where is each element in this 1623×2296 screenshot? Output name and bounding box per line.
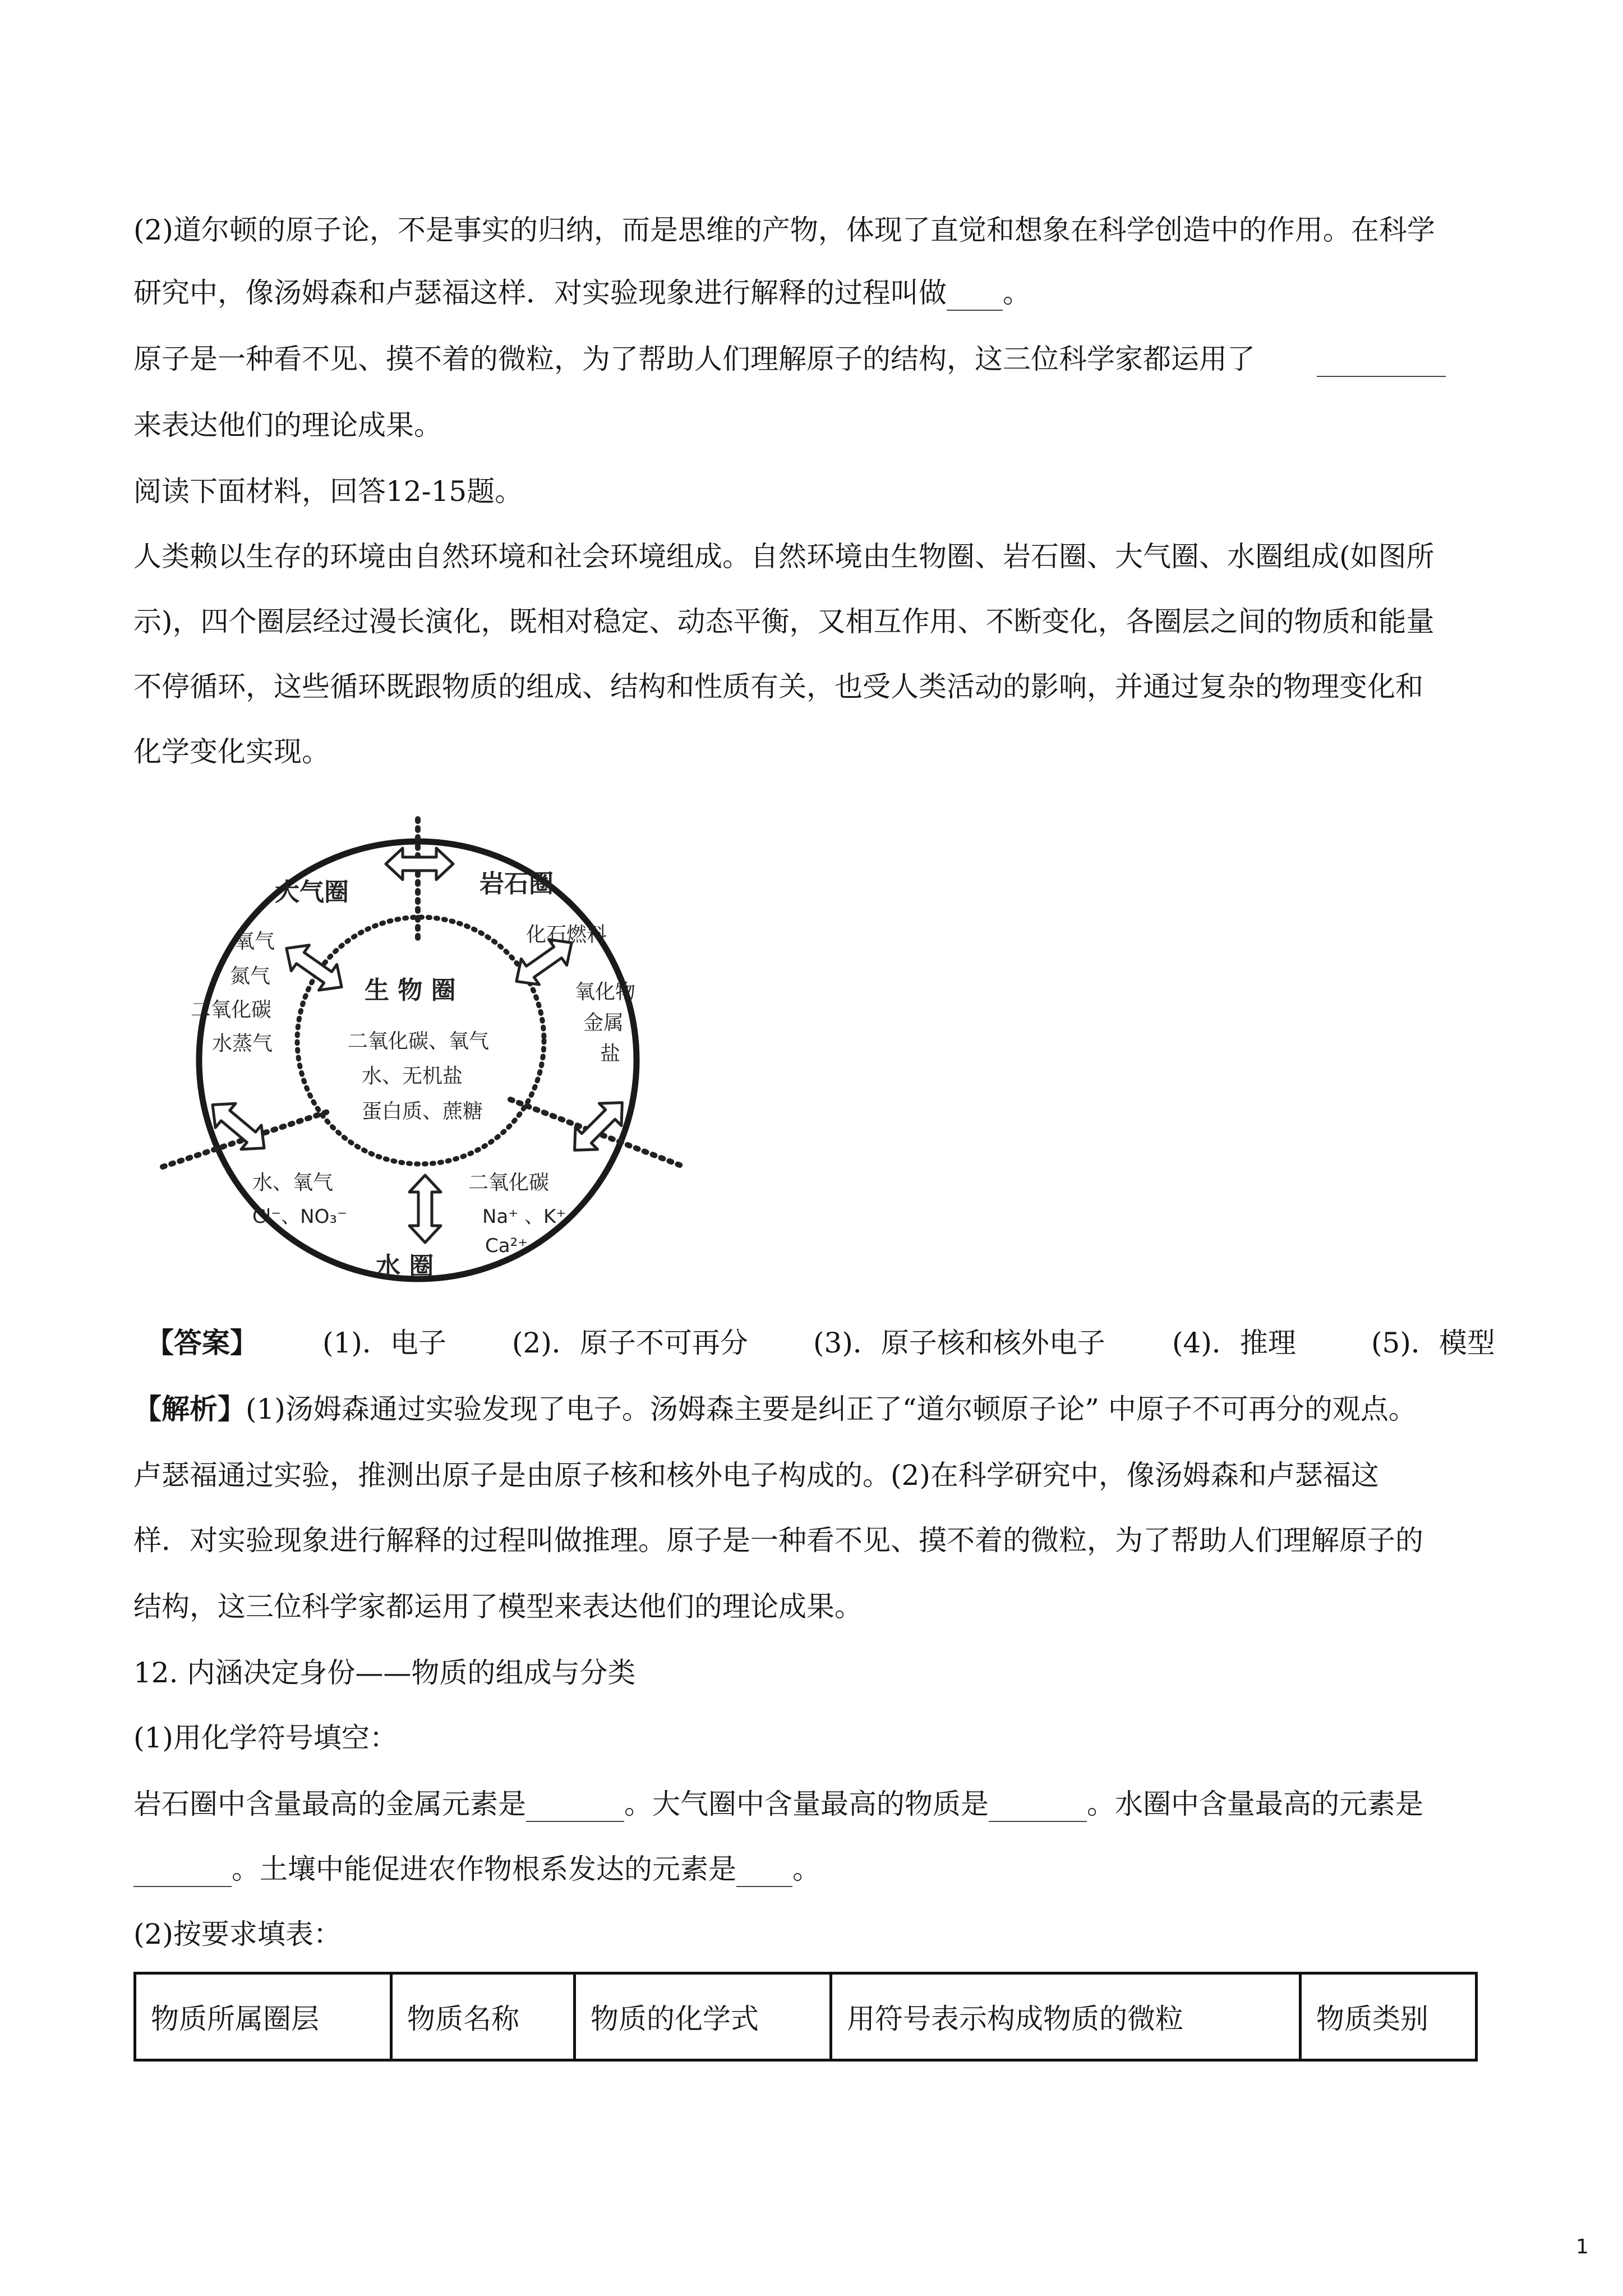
page-number: 1 xyxy=(1576,2235,1589,2258)
q12-line1: 岩石圈中含量最高的金属元素是 。大气圈中含量最高的物质是 。水圈中含量最高的元素是 xyxy=(133,1787,1423,1822)
atmosphere-item: 二氧化碳 xyxy=(191,999,272,1022)
hydrosphere-item: Cl⁻、NO₃⁻ xyxy=(252,1205,347,1228)
analysis-line1: 【解析】(1)汤姆森通过实验发现了电子。汤姆森主要是纠正了“道尔顿原子论” 中原子不可再分的观点。 xyxy=(133,1392,1417,1425)
lithosphere-item: 金属 xyxy=(583,1011,624,1034)
reading-paragraph-line1: 人类赖以生存的环境由自然环境和社会环境组成。自然环境由生物圈、岩石圈、大气圈、水圈组成(如图所 xyxy=(133,540,1435,573)
answer-blank xyxy=(989,1787,1087,1822)
atmosphere-item: 氧气 xyxy=(234,930,275,953)
analysis-line4: 结构，这三位科学家都运用了模型来表达他们的理论成果。 xyxy=(133,1590,863,1623)
double-arrow-icon xyxy=(564,1092,633,1161)
biosphere-item: 蛋白质、蔗糖 xyxy=(362,1100,483,1123)
lithosphere-item: 氧化物 xyxy=(575,981,636,1004)
q11-part2-line2-text: 研究中，像汤姆森和卢瑟福这样．对实验现象进行解释的过程叫做 xyxy=(133,277,947,309)
q12-title: 12. 内涵决定身份——物质的组成与分类 xyxy=(133,1657,636,1689)
analysis-line3: 样．对实验现象进行解释的过程叫做推理。原子是一种看不见、摸不着的微粒，为了帮助人们理解原子的 xyxy=(133,1524,1423,1557)
table-header-cell: 物质的化学式 xyxy=(575,1973,831,2060)
table-header-cell: 物质类别 xyxy=(1301,1973,1477,2060)
q12-sub1: (1)用化学符号填空： xyxy=(133,1722,398,1754)
lithosphere-item: 化石燃料 xyxy=(526,923,607,946)
answer-label: 【答案】 xyxy=(146,1326,258,1359)
answer-item: (2)．原子不可再分 xyxy=(512,1327,748,1359)
double-arrow-icon xyxy=(409,1175,441,1243)
atmosphere-item: 氮气 xyxy=(230,965,271,988)
lithosphere-item: 盐 xyxy=(600,1042,621,1065)
hydrosphere-item: 水、氧气 xyxy=(252,1171,334,1194)
earth-spheres-diagram xyxy=(151,808,690,1301)
q11-line3-text: 原子是一种看不见、摸不着的微粒，为了帮助人们理解原子的结构，这三位科学家都运用了 xyxy=(133,343,1255,375)
table-header-cell: 物质所属圈层 xyxy=(135,1973,391,2060)
lithosphere-title: 岩石圈 xyxy=(479,869,554,898)
q12-sub2: (2)按要求填表： xyxy=(133,1918,342,1950)
reading-intro: 阅读下面材料，回答12-15题。 xyxy=(133,475,523,508)
atmosphere-item: 水蒸气 xyxy=(212,1032,273,1055)
answer-blank xyxy=(526,1787,624,1822)
q11-part2-line2: 研究中，像汤姆森和卢瑟福这样．对实验现象进行解释的过程叫做 。 xyxy=(133,276,1031,311)
table-header-cell: 物质名称 xyxy=(391,1973,575,2060)
hydrosphere-title: 水 圈 xyxy=(376,1252,434,1281)
reading-paragraph-line2: 示)，四个圈层经过漫长演化，既相对稳定、动态平衡，又相互作用、不断变化，各圈层之间的物质和能量 xyxy=(133,605,1435,638)
answer-blank xyxy=(947,276,1003,311)
answer-item: (3)．原子核和核外电子 xyxy=(813,1327,1105,1359)
answer-item: (1)．电子 xyxy=(322,1327,446,1359)
answer-item: (4)．推理 xyxy=(1172,1327,1296,1359)
q11-line3 xyxy=(133,342,1446,377)
hydrosphere-item: 二氧化碳 xyxy=(468,1171,550,1194)
biosphere-title: 生 物 圈 xyxy=(365,976,456,1005)
answer-item: (5)．模型 xyxy=(1371,1327,1495,1359)
table-header-row xyxy=(135,1973,1477,2060)
fill-in-table xyxy=(133,1972,1478,2062)
biosphere-item: 二氧化碳、氧气 xyxy=(348,1030,490,1053)
answer-blank xyxy=(133,1852,232,1887)
answer-blank xyxy=(736,1852,792,1887)
q12-line2: 。土壤中能促进农作物根系发达的元素是 。 xyxy=(133,1852,820,1887)
reading-paragraph-line3: 不停循环，这些循环既跟物质的组成、结构和性质有关，也受人类活动的影响，并通过复杂的物理变化和 xyxy=(133,670,1423,703)
table-header-cell: 用符号表示构成物质的微粒 xyxy=(831,1973,1301,2060)
atmosphere-title: 大气圈 xyxy=(275,878,349,907)
analysis-label: 【解析】 xyxy=(133,1392,246,1425)
hydrosphere-item: Ca²⁺ xyxy=(485,1235,528,1257)
analysis-line2: 卢瑟福通过实验，推测出原子是由原子核和核外电子构成的。(2)在科学研究中，像汤姆森和卢瑟福这 xyxy=(133,1459,1379,1492)
q11-line4: 来表达他们的理论成果。 xyxy=(133,409,442,441)
hydrosphere-item: Na⁺ 、K⁺ xyxy=(482,1205,566,1228)
q11-part2-line1: (2)道尔顿的原子论，不是事实的归纳，而是思维的产物，体现了直觉和想象在科学创造中的作用。在科学 xyxy=(133,214,1435,246)
reading-paragraph-line4: 化学变化实现。 xyxy=(133,735,330,768)
answer-blank xyxy=(1317,342,1446,377)
biosphere-item: 水、无机盐 xyxy=(362,1065,463,1088)
